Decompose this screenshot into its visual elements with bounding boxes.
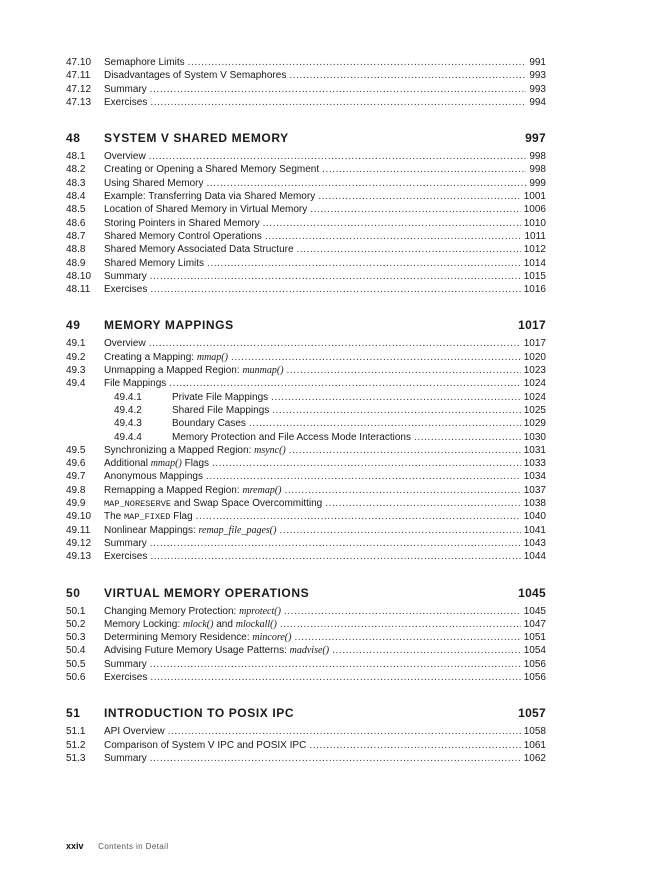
title-text: API Overview [104,726,165,738]
toc-section-entry [66,163,546,176]
section-title [104,69,286,82]
page-ref: 1061 [523,739,546,751]
title-text: Memory Protection and File Access Mode Interactions [172,431,411,443]
dot-leader [279,524,520,537]
title-text: Storing Pointers in Shared Memory [104,217,260,229]
section-title [104,377,166,390]
dot-leader [287,364,521,377]
toc-section-entry [66,283,546,296]
page-ref: 1058 [523,726,546,738]
section-title [104,752,147,765]
section-title [104,270,147,283]
section-title [104,484,282,497]
page-ref: 1045 [523,605,546,617]
toc-section-entry [66,377,546,390]
dot-leader [150,550,520,563]
title-text: Summary [104,537,147,549]
chapter-num: 51 [66,706,81,721]
toc-section-entry [66,257,546,270]
dot-leader [289,444,521,457]
section-title [104,83,147,96]
dot-leader [294,631,520,644]
section-number: 49.3 [66,365,86,377]
section-number: 49.4.4 [114,431,142,443]
chapter-title: VIRTUAL MEMORY OPERATIONS [104,585,310,600]
toc-section-entry [66,337,546,350]
section-title [104,56,185,69]
section-title [104,257,204,270]
section-number: 48.8 [66,244,86,256]
section-title [104,203,307,216]
page-ref: 1031 [523,444,546,456]
title-text: Creating a Mapping: [104,351,197,363]
toc-section-entry [66,190,546,203]
toc-section-entry [66,364,546,377]
section-number: 50.3 [66,632,86,644]
section-title [104,537,147,550]
dot-leader [149,337,521,350]
toc-section-entry [66,497,546,510]
section-title [104,243,294,256]
section-title [104,364,284,377]
section-number: 50.4 [66,645,86,657]
dot-leader [169,377,520,390]
dot-leader [309,739,520,752]
dot-leader [150,752,521,765]
dot-leader [414,431,521,444]
function-name: mmap() [150,458,182,470]
toc-section-entry [66,83,546,96]
dot-leader [318,190,521,203]
section-title [104,631,291,644]
section-number: 48.4 [66,191,86,203]
title-text: Determining Memory Residence: [104,632,253,644]
title-text: Shared Memory Limits [104,257,205,269]
toc-section-entry [66,524,546,537]
page-ref: 1037 [523,484,546,496]
section-title [172,404,269,417]
title-text: Exercises [104,551,148,563]
running-head: Contents in Detail [98,842,169,851]
section-number: 50.1 [66,605,86,617]
page-ref: 1062 [523,752,546,764]
title-text: Overview [104,338,146,350]
section-number: 49.8 [66,484,86,496]
function-name: munmap() [242,365,284,377]
section-title [104,725,165,738]
chapter-page: 1045 [518,585,546,600]
toc-section-entry [66,725,546,738]
page-ref: 1029 [523,418,546,430]
page-ref: 1044 [523,551,546,563]
page-ref: 1038 [523,498,546,510]
section-number: 47.13 [66,96,92,108]
title-text: Example: Transferring Data via Shared Memory [104,191,316,203]
function-name: mlockall() [235,618,277,630]
section-number: 48.1 [66,151,86,163]
toc-section-entry [66,457,546,470]
section-title [104,550,147,563]
toc-section-entry [66,230,546,243]
chapter-title: INTRODUCTION TO POSIX IPC [104,706,295,721]
dot-leader [168,725,521,738]
dot-leader [249,417,521,430]
section-title [104,337,146,350]
function-name: remap_file_pages() [198,524,277,536]
title-text: Advising Future Memory Usage Patterns: [104,645,290,657]
section-title [172,391,268,404]
page-ref: 1015 [523,270,546,282]
dot-leader [332,644,521,657]
title-text: The [104,511,125,523]
title-text: Exercises [104,671,148,683]
title-text: Creating or Opening a Shared Memory Segment [104,164,320,176]
section-number: 48.7 [66,230,86,242]
section-title [104,177,203,190]
toc-section-entry [66,605,546,618]
page-ref: 1040 [523,511,546,523]
function-name: madvise() [289,645,330,657]
section-number: 49.1 [66,338,86,350]
toc-section-entry [66,631,546,644]
section-title [104,470,203,483]
toc-subsection-entry [66,417,546,430]
section-title [104,444,286,457]
page-ref: 1001 [523,191,546,203]
section-number: 51.2 [66,739,86,751]
section-number: 48.2 [66,164,86,176]
code-constant: MAP_FIXED [124,512,171,523]
toc-section-entry [66,550,546,563]
dot-leader [265,230,522,243]
page-ref: 1023 [523,365,546,377]
dot-leader [150,96,526,109]
dot-leader [285,484,521,497]
chapter-heading [66,317,546,333]
page-ref: 1041 [523,524,546,536]
page-ref: 1014 [523,257,546,269]
section-number: 49.10 [66,511,92,523]
page-ref: 998 [529,151,546,163]
dot-leader [150,283,520,296]
title-text: Summary [104,658,147,670]
toc-section-entry [66,470,546,483]
section-title [104,283,147,296]
toc-section-entry [66,69,546,82]
title-text: and [213,618,236,630]
toc-section-entry [66,217,546,230]
section-number: 48.9 [66,257,86,269]
toc-section-entry [66,510,546,523]
title-text: Flags [181,458,210,470]
toc-section-entry [66,444,546,457]
title-text: Semaphore Limits [104,57,185,68]
dot-leader [263,217,521,230]
function-name: mprotect() [239,605,281,617]
title-text: Synchronizing a Mapped Region: [104,444,255,456]
dot-leader [231,351,521,364]
dot-leader [150,658,521,671]
code-constant: MAP_NORESERVE [104,499,172,510]
page-ref: 1011 [524,230,546,242]
title-text: Additional [104,458,151,470]
dot-leader [206,470,521,483]
dot-leader [280,618,521,631]
title-text: Memory Locking: [104,618,183,630]
dot-leader [150,537,521,550]
title-text: Shared Memory Associated Data Structure [104,244,294,256]
title-text: Changing Memory Protection: [104,605,240,617]
page-ref: 993 [529,83,546,95]
page-ref: 1056 [523,671,546,683]
chapter-page: 1057 [518,706,546,721]
page-footer [66,841,169,851]
page-ref: 1047 [523,618,546,630]
toc-section-entry [66,644,546,657]
page-ref: 1051 [523,632,546,644]
dot-leader [284,605,521,618]
dot-leader [310,203,521,216]
chapter-page: 997 [525,131,546,146]
page-ref: 991 [529,57,546,68]
section-number: 50.5 [66,658,86,670]
section-number: 49.9 [66,498,86,510]
page-ref: 1054 [523,645,546,657]
dot-leader [272,404,520,417]
chapter-heading [66,130,546,146]
chapter-num: 48 [66,131,81,146]
title-text: Using Shared Memory [104,177,204,189]
section-title [172,417,246,430]
page-ref: 998 [529,164,546,176]
toc-section-entry [66,739,546,752]
toc-section-entry [66,351,546,364]
title-text: Nonlinear Mappings: [104,524,199,536]
page-ref: 999 [529,177,546,189]
dot-leader [325,497,521,510]
chapter-page: 1017 [518,318,546,333]
chapter-title: MEMORY MAPPINGS [104,318,234,333]
chapter-num: 49 [66,318,81,333]
title-text: Anonymous Mappings [104,471,203,483]
dot-leader [149,150,527,163]
page-ref: 1025 [523,404,546,416]
section-title [172,431,411,444]
title-text: Location of Shared Memory in Virtual Memory [104,204,308,216]
section-number: 50.2 [66,618,86,630]
section-title [104,618,277,631]
toc-section-entry [66,150,546,163]
section-number: 51.3 [66,752,86,764]
section-number: 51.1 [66,726,86,738]
function-name: mmap() [196,351,228,363]
dot-leader [150,83,527,96]
page-ref: 1012 [523,244,546,256]
section-title [104,96,147,109]
page-ref: 1024 [523,391,546,403]
function-name: msync() [254,444,286,456]
dot-leader [289,69,526,82]
toc-section-entry [66,177,546,190]
page-ref: 1006 [523,204,546,216]
page-ref: 1010 [523,217,546,229]
section-number: 49.12 [66,537,92,549]
toc-section-entry [66,56,546,69]
title-text: File Mappings [104,378,167,390]
section-number: 49.6 [66,458,86,470]
section-number: 49.4 [66,378,86,390]
page-ref: 1016 [523,284,546,296]
section-number: 47.10 [66,57,92,68]
function-name: mlock() [182,618,214,630]
section-number: 49.4.3 [114,418,142,430]
section-number: 49.4.2 [114,404,142,416]
page-number: xxiv [66,841,84,851]
title-text: Disadvantages of System V Semaphores [104,70,287,82]
section-number: 49.2 [66,351,86,363]
page-ref: 1020 [523,351,546,363]
title-text: Exercises [104,284,148,296]
title-text: Comparison of System V IPC and POSIX IPC [104,739,307,751]
title-text: Remapping a Mapped Region: [104,484,243,496]
dot-leader [150,671,520,684]
chapter-heading [66,705,546,721]
section-number: 49.4.1 [114,391,142,403]
dot-leader [212,457,521,470]
table-of-contents [66,56,546,765]
title-text: Summary [104,270,147,282]
section-title [104,150,146,163]
page-ref: 1024 [523,378,546,390]
toc-section-entry [66,752,546,765]
section-number: 47.11 [66,70,91,82]
section-title [104,658,147,671]
toc-section-entry [66,671,546,684]
section-title [104,217,260,230]
dot-leader [271,391,521,404]
function-name: mincore() [252,632,292,644]
toc-subsection-entry [66,391,546,404]
section-title [104,524,276,537]
section-number: 48.3 [66,177,86,189]
toc-section-entry [66,618,546,631]
function-name: mremap() [242,484,282,496]
title-text: Overview [104,151,146,163]
page-ref: 993 [529,70,546,82]
section-title [104,510,193,524]
section-title [104,163,319,176]
title-text: Private File Mappings [172,391,269,403]
dot-leader [150,270,521,283]
toc-subsection-entry [66,431,546,444]
page-ref: 1056 [523,658,546,670]
title-text: Summary [104,83,147,95]
page-ref: 1017 [523,338,546,350]
section-title [104,351,228,364]
toc-section-entry [66,658,546,671]
toc-section-entry [66,484,546,497]
section-number: 48.10 [66,270,92,282]
section-title [104,671,147,684]
section-title [104,190,315,203]
section-number: 49.11 [66,524,91,536]
title-text: Summary [104,752,147,764]
dot-leader [188,56,527,69]
section-number: 49.13 [66,551,92,563]
toc-section-entry [66,96,546,109]
section-title [104,739,306,752]
chapter-heading [66,585,546,601]
page-ref: 1030 [523,431,546,443]
page-ref: 1034 [523,471,546,483]
toc-section-entry [66,203,546,216]
title-text: Boundary Cases [172,418,246,430]
page-ref: 994 [529,96,546,108]
dot-leader [322,163,526,176]
toc-section-entry [66,243,546,256]
title-text: Flag [170,511,193,523]
title-text: Shared Memory Control Operations [104,230,262,242]
title-text: Exercises [104,96,148,108]
section-number: 49.7 [66,471,86,483]
section-title [104,497,322,511]
chapter-num: 50 [66,585,81,600]
dot-leader [297,243,521,256]
title-text: Unmapping a Mapped Region: [104,365,243,377]
title-text: and Swap Space Overcommitting [171,498,323,510]
section-number: 48.6 [66,217,86,229]
section-title [104,457,209,470]
toc-section-entry [66,537,546,550]
chapter-title: SYSTEM V SHARED MEMORY [104,131,289,146]
title-text: Shared File Mappings [172,404,270,416]
page-ref: 1043 [523,537,546,549]
toc-subsection-entry [66,404,546,417]
section-title [104,605,281,618]
dot-leader [196,510,521,523]
toc-section-entry [66,270,546,283]
dot-leader [206,177,526,190]
section-number: 50.6 [66,671,86,683]
section-title [104,230,262,243]
section-number: 49.5 [66,444,86,456]
dot-leader [207,257,521,270]
section-title [104,644,329,657]
page-ref: 1033 [523,458,546,470]
section-number: 48.5 [66,204,86,216]
section-number: 48.11 [66,284,91,296]
section-number: 47.12 [66,83,92,95]
